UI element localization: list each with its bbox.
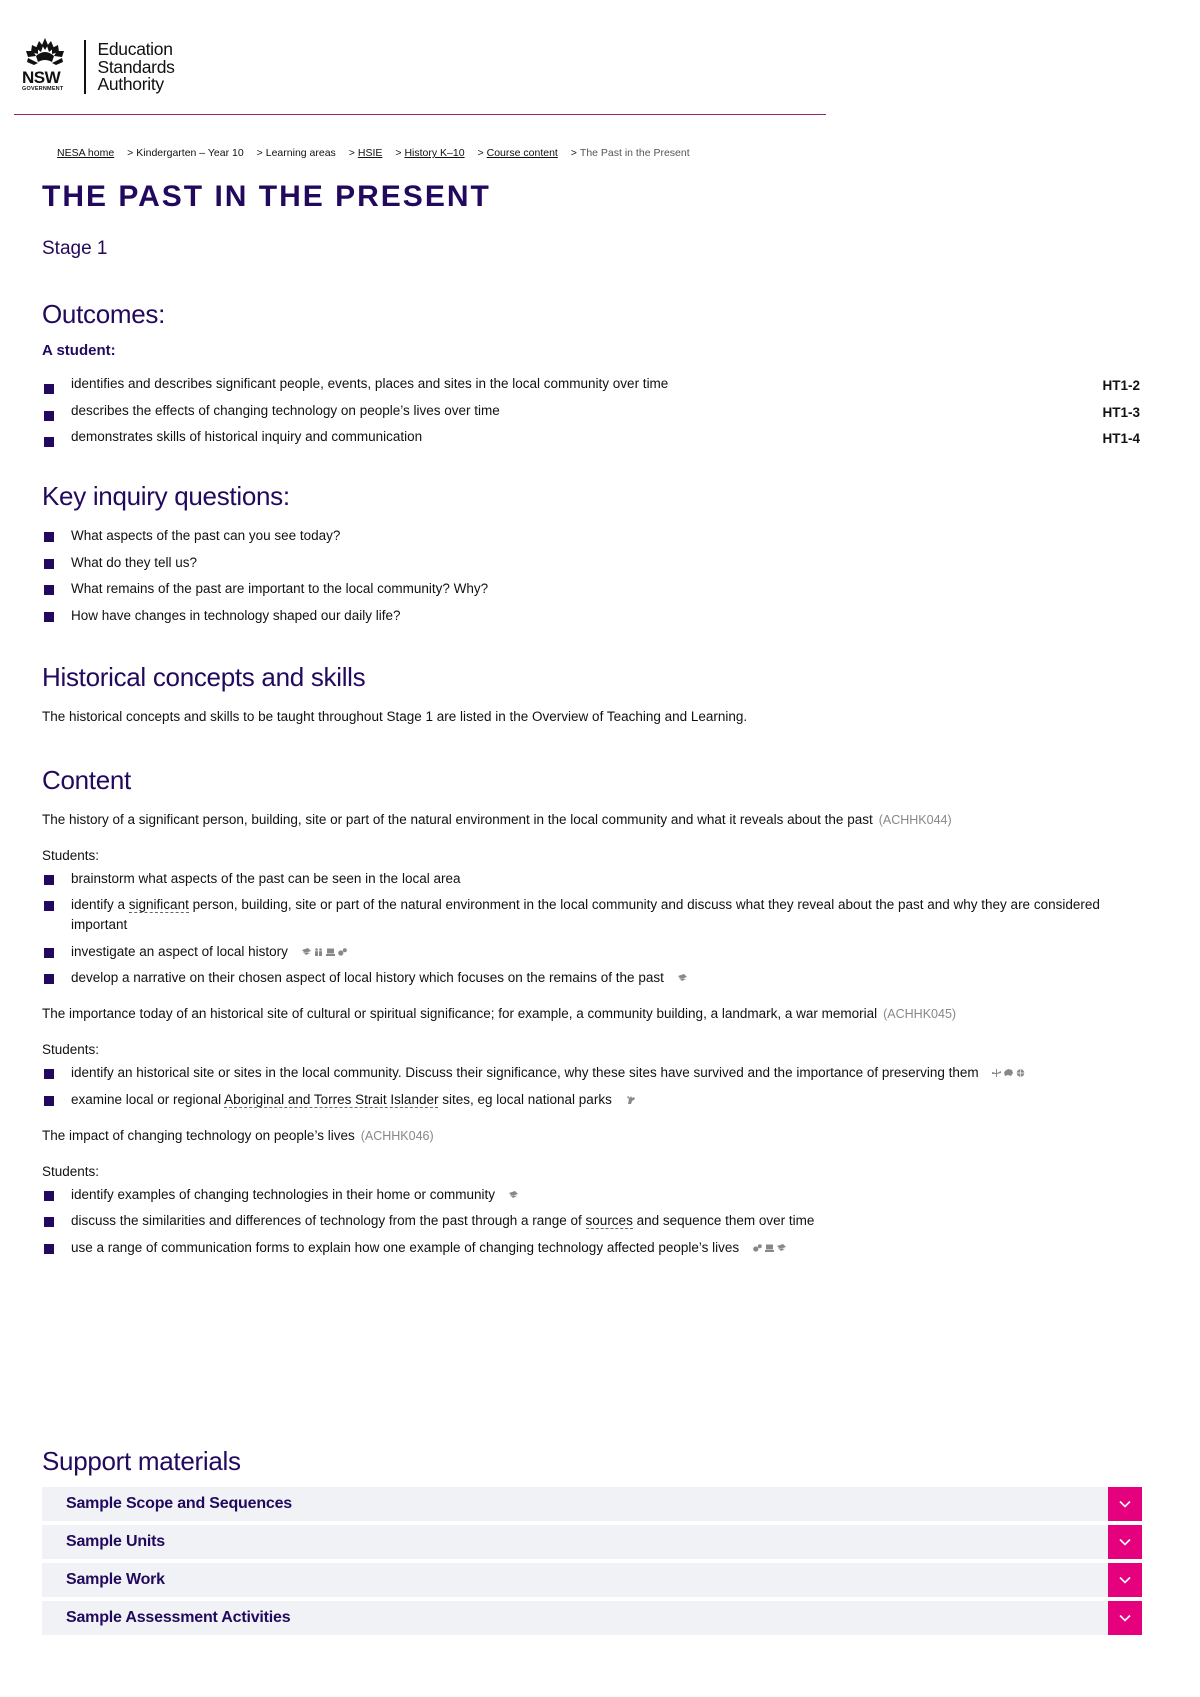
content-item [42,1211,1142,1231]
content-item-text: identify a [71,897,129,912]
personal-social-icon[interactable] [314,948,323,956]
content-item-text: identify an historical site or sites in the local community. Discuss their significance, why these sites have survived and the importance of preserving them [71,1065,979,1080]
accordion-label: Sample Units [66,1533,165,1550]
content-item [42,1063,1142,1083]
content-item [42,869,1142,889]
logo-divider [84,40,86,94]
glossary-term-significant[interactable]: significant [128,897,189,912]
critical-thinking-icon[interactable] [338,948,347,956]
content-description [42,810,1142,830]
content-item-text: discuss the similarities and differences of technology from the past through a range of [71,1213,586,1228]
literacy-icon[interactable] [509,1191,518,1199]
learning-across-curriculum-icons [678,974,687,982]
outcome-code: HT1-4 [1102,431,1140,446]
content-item-text: develop a narrative on their chosen aspect of local history which focuses on the remains of the past [71,970,664,985]
content-item [42,1185,1142,1205]
breadcrumb-hsie[interactable]: HSIE [357,147,383,159]
nsw-government-logo [22,36,70,92]
breadcrumb-kindergarten-year10: Kindergarten – Year 10 [136,147,244,159]
learning-across-curriculum-icons [992,1069,1025,1077]
accordion-label: Sample Work [66,1571,165,1588]
inquiry-list [42,526,1142,626]
accordion-sample-work[interactable] [42,1563,1142,1597]
content-heading: Content [42,764,131,795]
students-label: Students: [42,847,100,863]
concepts-heading: Historical concepts and skills [42,661,366,692]
chevron-down-icon [1119,1576,1131,1584]
glossary-term-aboriginal[interactable]: Aboriginal and Torres Strait Islander [224,1091,439,1107]
accordion-sample-scope-and-sequences[interactable] [42,1487,1142,1521]
content-item [42,895,1142,935]
content-item-text: person, building, site or part of the natural environment in the local community and discuss what they reveal about the past and why they are considered important [71,897,1100,932]
outcome-item [42,427,1142,447]
content-item-text: sites, eg local national parks [438,1091,612,1107]
content-item-text: examine local or regional [71,1091,225,1107]
expand-button[interactable] [1108,1601,1142,1635]
breadcrumb-separator: > [395,147,402,159]
students-label: Students: [42,1042,100,1057]
outcome-text: describes the effects of changing technology on people’s lives over time [71,402,500,418]
breadcrumb-current-page: The Past in the Present [579,147,690,159]
inquiry-item: What do they tell us? [42,553,1142,573]
sustainability-icon[interactable] [992,1069,1001,1077]
breadcrumb-nesa-home[interactable]: NESA home [57,147,115,159]
ict-icon[interactable] [326,948,335,956]
stage-label: Stage 1 [42,238,108,259]
curriculum-code[interactable]: (ACHHK044) [878,812,952,827]
content-description-text: The history of a significant person, building, site or part of the natural environment in the local community and what it reveals about the past [42,811,873,827]
content-item-text: identify examples of changing technologies in their home or community [71,1186,495,1202]
outcome-code: HT1-3 [1102,404,1140,420]
breadcrumb [57,147,690,159]
inquiry-item: What aspects of the past can you see today? [42,526,1142,546]
learning-across-curriculum-icons [626,1096,635,1104]
content-item [42,1090,1142,1110]
content-list [42,869,1142,989]
accordion-sample-units[interactable] [42,1525,1142,1559]
outcomes-intro: A student: [42,342,116,359]
support-materials [42,1446,1142,1639]
outcome-text: demonstrates skills of historical inquiry and communication [71,429,423,444]
inquiry-heading: Key inquiry questions: [42,481,290,511]
content-list [42,1185,1142,1258]
civics-icon[interactable] [1004,1069,1013,1077]
logo-line-2: Standards [97,56,175,77]
breadcrumb-separator: > [256,147,263,159]
expand-button[interactable] [1108,1563,1142,1597]
glossary-term-sources[interactable]: sources [585,1213,633,1228]
waratah-icon [22,36,68,66]
outcome-item [42,401,1142,421]
content-item-text: use a range of communication forms to explain how one example of changing technology affected people’s lives [71,1239,740,1255]
critical-thinking-icon[interactable] [753,1244,762,1252]
learning-across-curriculum-icons [509,1191,518,1199]
literacy-icon[interactable] [777,1244,786,1252]
aboriginal-histories-icon[interactable] [626,1096,635,1104]
curriculum-code[interactable]: (ACHHK045) [883,1007,957,1021]
content-item-text: and sequence them over time [632,1213,815,1228]
logo-line-1: Education [97,39,173,59]
content-item [42,1238,1142,1258]
learning-across-curriculum-icons [302,948,347,956]
nsw-esa-logo[interactable] [22,36,175,94]
outcome-text: identifies and describes significant people, events, places and sites in the local community over time [71,376,669,391]
logo-nsw-text: NSW [22,68,61,87]
content-item [42,968,1142,988]
chevron-down-icon [1119,1500,1131,1508]
chevron-down-icon [1119,1538,1131,1546]
content-item [42,942,1142,962]
chevron-down-icon [1119,1614,1131,1622]
accordion-label: Sample Scope and Sequences [66,1495,292,1512]
main-content [42,180,1142,1264]
outcome-code: HT1-2 [1102,378,1140,393]
content-description [42,1126,1142,1146]
inquiry-item: What remains of the past are important to the local community? Why? [42,579,1142,599]
logo-line-3: Authority [97,74,164,94]
content-item-text: investigate an aspect of local history [71,943,288,959]
logo-authority-text [98,41,175,94]
intercultural-icon[interactable] [1016,1069,1025,1077]
curriculum-code[interactable]: (ACHHK046) [360,1128,434,1143]
breadcrumb-separator: > [570,147,577,159]
literacy-icon[interactable] [302,948,311,956]
ict-icon[interactable] [765,1244,774,1252]
breadcrumb-separator: > [127,147,134,159]
logo-government-text: GOVERNMENT [22,86,64,92]
learning-across-curriculum-icons [753,1244,786,1252]
students-label: Students: [42,1163,100,1179]
outcome-item [42,374,1142,394]
breadcrumb-course-content[interactable]: Course content [486,147,558,159]
accordion-label: Sample Assessment Activities [66,1609,291,1626]
content-item-text: brainstorm what aspects of the past can be seen in the local area [71,870,461,886]
outcomes-heading: Outcomes: [42,299,166,329]
breadcrumb-separator: > [348,147,355,159]
content-description-text: The impact of changing technology on people’s lives [42,1127,355,1143]
literacy-icon[interactable] [678,974,687,982]
breadcrumb-history-k10[interactable]: History K–10 [404,147,465,159]
breadcrumb-separator: > [477,147,484,159]
breadcrumb-learning-areas: Learning areas [265,147,336,159]
inquiry-item: How have changes in technology shaped our daily life? [42,606,1142,626]
page-title: THE PAST IN THE PRESENT [42,180,491,213]
support-heading: Support materials [42,1446,241,1476]
accordion-sample-assessment-activities[interactable] [42,1601,1142,1635]
outcomes-list [42,374,1142,447]
content-description [42,1004,1142,1024]
site-header [14,0,826,115]
concepts-text: The historical concepts and skills to be taught throughout Stage 1 are listed in the Overview of Teaching and Learning. [42,708,748,724]
expand-button[interactable] [1108,1525,1142,1559]
expand-button[interactable] [1108,1487,1142,1521]
content-description-text: The importance today of an historical site of cultural or spiritual significance; for example, a community building, a landmark, a war memorial [42,1006,878,1021]
content-list [42,1063,1142,1110]
